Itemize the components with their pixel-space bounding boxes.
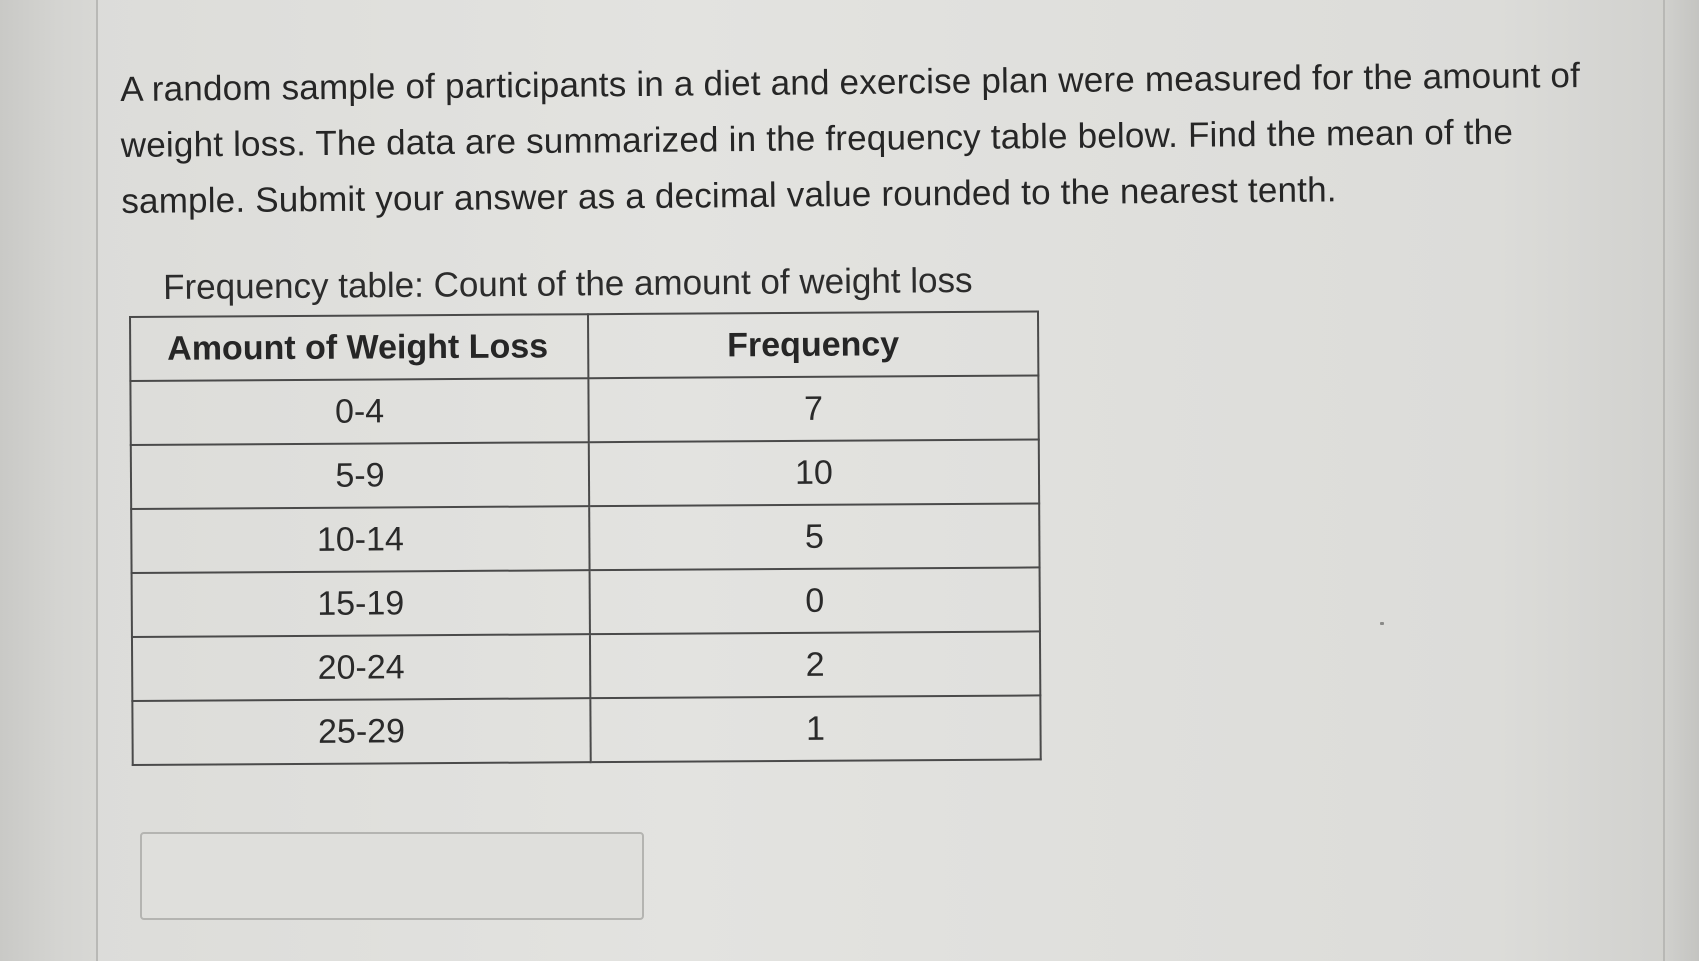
amount-cell: 15-19 — [132, 570, 590, 637]
header-frequency: Frequency — [588, 311, 1038, 378]
left-bezel — [0, 0, 98, 961]
amount-cell: 10-14 — [131, 506, 589, 573]
amount-cell: 20-24 — [132, 634, 590, 701]
question-text: A random sample of participants in a diet and exercise plan were measured for the amount of weight loss. The data are summarized in the frequency table below. Find the mean of the sample. Submit your answer as a decimal value rounded to the nearest tenth. — [120, 55, 1581, 221]
right-edge — [1663, 0, 1699, 961]
table-caption: Frequency table: Count of the amount of weight loss — [163, 260, 973, 307]
frequency-cell: 7 — [588, 375, 1038, 442]
table-header-row — [130, 311, 1038, 381]
amount-cell: 5-9 — [131, 442, 589, 509]
header-amount-of-weight-loss: Amount of Weight Loss — [130, 314, 588, 381]
screen-speck — [1380, 622, 1384, 625]
frequency-cell: 10 — [589, 439, 1039, 506]
table-row — [131, 503, 1039, 573]
table-row — [132, 631, 1040, 701]
answer-input[interactable] — [140, 832, 644, 920]
frequency-cell: 5 — [589, 503, 1039, 570]
table-row — [132, 695, 1040, 765]
table-row — [131, 439, 1039, 509]
frequency-table — [129, 310, 1042, 766]
table-row — [130, 375, 1038, 445]
amount-cell: 0-4 — [130, 378, 588, 445]
amount-cell: 25-29 — [132, 698, 590, 765]
frequency-cell: 0 — [590, 567, 1040, 634]
frequency-cell: 1 — [590, 695, 1040, 762]
table-row — [132, 567, 1040, 637]
frequency-cell: 2 — [590, 631, 1040, 698]
